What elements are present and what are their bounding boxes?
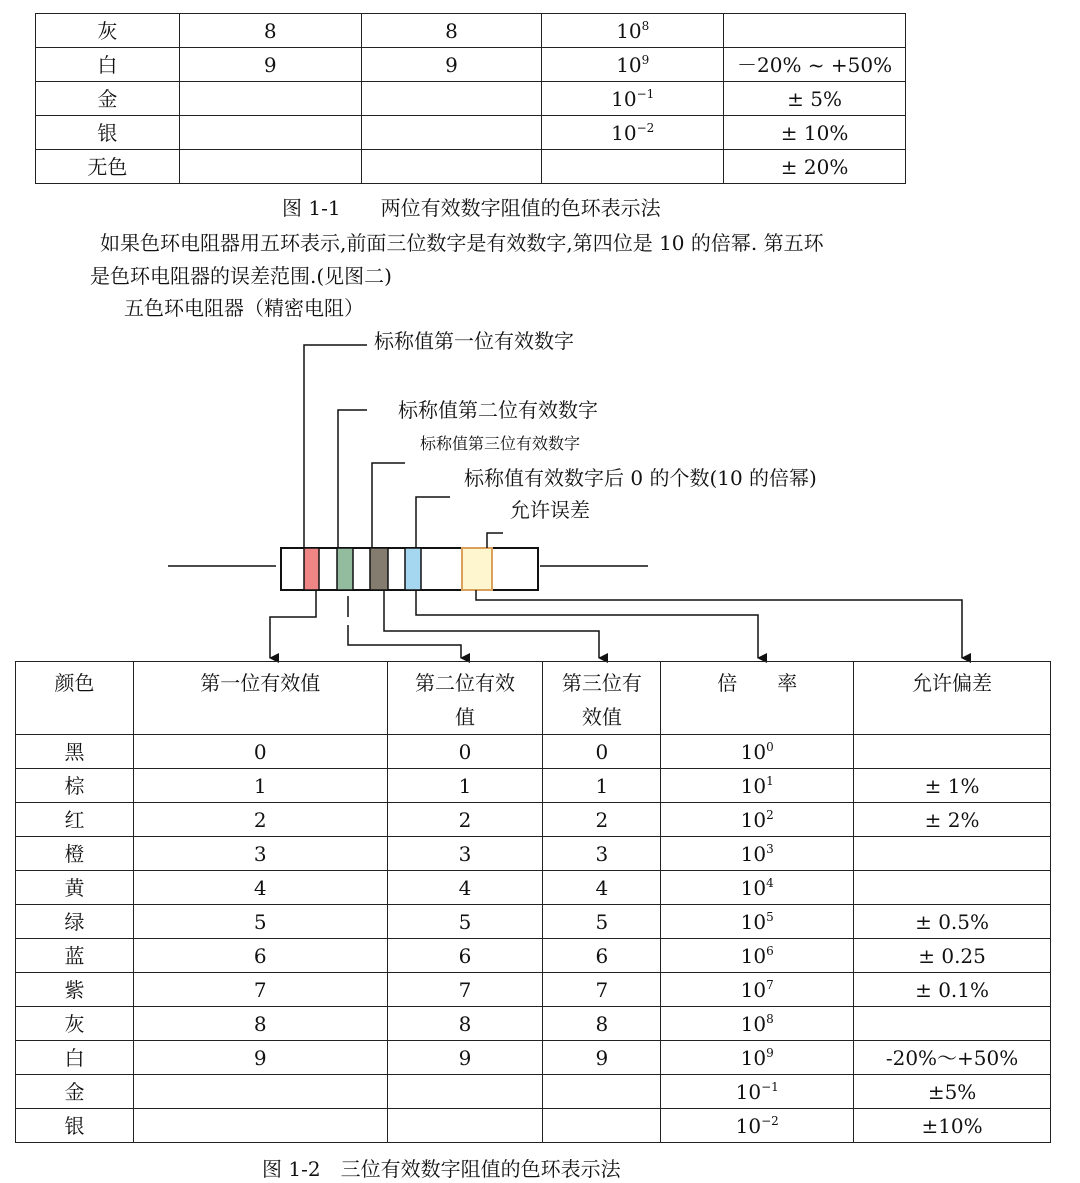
tolerance-cell	[854, 871, 1051, 905]
first-digit-cell: 3	[133, 837, 387, 871]
third-digit-cell	[543, 1075, 661, 1109]
multiplier-cell	[661, 973, 854, 1007]
color-name-cell: 橙	[16, 837, 134, 871]
second-digit-cell: 1	[387, 769, 543, 803]
table-row	[16, 1041, 1051, 1075]
multiplier-exponent: 8	[766, 1011, 774, 1026]
label-tolerance: 允许误差	[510, 498, 590, 522]
leader-line-tolerance	[487, 533, 503, 548]
multiplier-base: 10	[740, 1045, 767, 1070]
tolerance-cell: ± 2%	[854, 803, 1051, 837]
second-digit-cell: 9	[387, 1041, 543, 1075]
table-row	[16, 1109, 1051, 1143]
color-name-cell: 无色	[36, 150, 180, 184]
multiplier-exponent: 0	[766, 739, 774, 754]
multiplier-exponent: 9	[766, 1045, 774, 1060]
first-digit-cell: 8	[179, 14, 361, 48]
table-row	[16, 905, 1051, 939]
table-row	[16, 837, 1051, 871]
color-name-cell: 白	[16, 1041, 134, 1075]
third-digit-cell	[543, 1109, 661, 1143]
multiplier-base: 10	[616, 52, 642, 77]
second-digit-cell: 4	[387, 871, 543, 905]
multiplier-exponent: 1	[766, 773, 774, 788]
tolerance-cell: ±10%	[854, 1109, 1051, 1143]
tolerance-cell: ± 1%	[854, 769, 1051, 803]
color-name-cell: 灰	[16, 1007, 134, 1041]
tolerance-cell	[854, 735, 1051, 769]
band-third-digit	[370, 548, 388, 590]
three-digit-color-table	[15, 661, 1051, 1143]
multiplier-cell	[661, 735, 854, 769]
first-digit-cell: 9	[133, 1041, 387, 1075]
multiplier-exponent: 5	[766, 909, 774, 924]
table-row	[16, 939, 1051, 973]
multiplier-base: 10	[740, 841, 767, 866]
multiplier-cell	[661, 871, 854, 905]
third-digit-cell: 6	[543, 939, 661, 973]
color-name-cell: 棕	[16, 769, 134, 803]
label-second-digit: 标称值第二位有效数字	[398, 398, 598, 422]
multiplier-cell	[661, 1109, 854, 1143]
multiplier-cell	[661, 1041, 854, 1075]
tolerance-cell: ± 10%	[724, 116, 906, 150]
tolerance-cell: ± 0.1%	[854, 973, 1051, 1007]
multiplier-base: 10	[611, 86, 637, 111]
first-digit-cell: 6	[133, 939, 387, 973]
first-digit-cell: 1	[133, 769, 387, 803]
third-digit-cell: 8	[543, 1007, 661, 1041]
tolerance-cell	[854, 1007, 1051, 1041]
multiplier-exponent: 7	[766, 977, 774, 992]
header-color: 颜色	[16, 662, 134, 735]
multiplier-exponent: 4	[766, 875, 774, 890]
multiplier-exponent: 9	[641, 52, 650, 67]
second-digit-cell: 9	[361, 48, 542, 82]
multiplier-base: 10	[740, 739, 767, 764]
third-digit-cell: 9	[543, 1041, 661, 1075]
first-digit-cell	[133, 1109, 387, 1143]
color-name-cell: 紫	[16, 973, 134, 1007]
multiplier-base: 10	[740, 773, 767, 798]
band-multiplier	[405, 548, 421, 590]
first-digit-cell: 4	[133, 871, 387, 905]
band-tolerance	[462, 548, 492, 590]
header-tolerance: 允许偏差	[854, 662, 1051, 735]
label-third-digit: 标称值第三位有效数字	[420, 434, 581, 453]
multiplier-exponent: −2	[761, 1113, 779, 1128]
table-row	[16, 735, 1051, 769]
multiplier-cell	[661, 939, 854, 973]
arrow-to-second-column	[348, 625, 461, 658]
table-row	[16, 973, 1051, 1007]
second-digit-cell: 2	[387, 803, 543, 837]
header-first-digit: 第一位有效值	[133, 662, 387, 735]
multiplier-base: 10	[735, 1079, 762, 1104]
second-digit-cell: 8	[387, 1007, 543, 1041]
multiplier-exponent: 6	[766, 943, 774, 958]
third-digit-cell: 4	[543, 871, 661, 905]
second-digit-cell: 5	[387, 905, 543, 939]
tolerance-cell: -20%～+50%	[854, 1041, 1051, 1075]
label-multiplier: 标称值有效数字后 0 的个数(10 的倍幂)	[464, 466, 817, 490]
third-digit-cell: 2	[543, 803, 661, 837]
header-second-digit: 第二位有效 值	[387, 662, 543, 735]
tolerance-cell: ± 0.25	[854, 939, 1051, 973]
third-digit-cell: 0	[543, 735, 661, 769]
table-row	[16, 1007, 1051, 1041]
color-name-cell: 黄	[16, 871, 134, 905]
figure-1-1-caption: 图 1-1 两位有效数字阻值的色环表示法	[282, 196, 661, 220]
second-digit-cell: 7	[387, 973, 543, 1007]
paragraph-line-3: 五色环电阻器（精密电阻）	[124, 296, 364, 320]
third-digit-cell: 1	[543, 769, 661, 803]
multiplier-base: 10	[740, 977, 767, 1002]
first-digit-cell: 7	[133, 973, 387, 1007]
multiplier-cell	[661, 1075, 854, 1109]
color-name-cell: 灰	[36, 14, 180, 48]
second-digit-cell: 6	[387, 939, 543, 973]
multiplier-exponent: −1	[761, 1079, 779, 1094]
multiplier-base: 10	[611, 120, 637, 145]
table-row	[16, 803, 1051, 837]
color-name-cell: 绿	[16, 905, 134, 939]
second-digit-cell	[387, 1109, 543, 1143]
band-first-digit	[304, 548, 319, 590]
first-digit-cell: 2	[133, 803, 387, 837]
header-third-digit: 第三位有 效值	[543, 662, 661, 735]
second-digit-cell: 3	[387, 837, 543, 871]
multiplier-exponent: 2	[766, 807, 774, 822]
multiplier-base: 10	[740, 909, 767, 934]
leader-line-second	[338, 410, 367, 548]
paragraph-line-1: 如果色环电阻器用五环表示,前面三位数字是有效数字,第四位是 10 的倍幂. 第五环	[100, 231, 824, 255]
multiplier-base: 10	[616, 18, 642, 43]
three-digit-table-body	[16, 662, 1051, 1143]
table-row	[16, 871, 1051, 905]
third-digit-cell: 5	[543, 905, 661, 939]
multiplier-exponent: −1	[636, 86, 655, 101]
tolerance-cell: ± 5%	[724, 82, 906, 116]
multiplier-cell	[661, 837, 854, 871]
header-multiplier: 倍 率	[661, 662, 854, 735]
table-row	[16, 769, 1051, 803]
tolerance-cell: ± 0.5%	[854, 905, 1051, 939]
multiplier-exponent: 8	[641, 18, 650, 33]
leader-line-multiplier	[416, 497, 450, 548]
leader-line-third	[372, 463, 405, 548]
first-digit-cell	[133, 1075, 387, 1109]
paragraph-line-2: 是色环电阻器的误差范围.(见图二)	[90, 264, 392, 288]
multiplier-cell	[661, 769, 854, 803]
multiplier-cell	[661, 905, 854, 939]
arrow-to-first-column	[270, 590, 316, 658]
color-name-cell: 黑	[16, 735, 134, 769]
color-name-cell: 蓝	[16, 939, 134, 973]
second-digit-cell: 0	[387, 735, 543, 769]
color-name-cell: 银	[36, 116, 180, 150]
first-digit-cell: 0	[133, 735, 387, 769]
first-digit-cell: 8	[133, 1007, 387, 1041]
multiplier-exponent: −2	[636, 120, 655, 135]
label-first-digit: 标称值第一位有效数字	[374, 329, 574, 353]
multiplier-base: 10	[740, 807, 767, 832]
tolerance-cell: －20% ~ +50%	[724, 48, 906, 82]
band-second-digit	[337, 548, 353, 590]
multiplier-cell	[661, 803, 854, 837]
multiplier-base: 10	[735, 1113, 762, 1138]
multiplier-exponent: 3	[766, 841, 774, 856]
tolerance-cell	[854, 837, 1051, 871]
arrow-to-tolerance-column	[476, 590, 962, 658]
color-name-cell: 金	[16, 1075, 134, 1109]
color-name-cell: 白	[36, 48, 180, 82]
multiplier-base: 10	[740, 1011, 767, 1036]
color-name-cell: 金	[36, 82, 180, 116]
color-name-cell: 银	[16, 1109, 134, 1143]
tolerance-cell: ± 20%	[724, 150, 906, 184]
multiplier-cell	[661, 1007, 854, 1041]
third-digit-cell: 3	[543, 837, 661, 871]
first-digit-cell: 5	[133, 905, 387, 939]
leader-line-first	[304, 345, 367, 548]
third-digit-cell: 7	[543, 973, 661, 1007]
second-digit-cell	[387, 1075, 543, 1109]
second-digit-cell: 8	[361, 14, 542, 48]
tolerance-cell: ±5%	[854, 1075, 1051, 1109]
color-name-cell: 红	[16, 803, 134, 837]
multiplier-base: 10	[740, 943, 767, 968]
first-digit-cell: 9	[179, 48, 361, 82]
table-row	[16, 1075, 1051, 1109]
multiplier-base: 10	[740, 875, 767, 900]
figure-1-2-caption: 图 1-2 三位有效数字阻值的色环表示法	[262, 1157, 621, 1181]
table-header-row	[16, 662, 1051, 735]
